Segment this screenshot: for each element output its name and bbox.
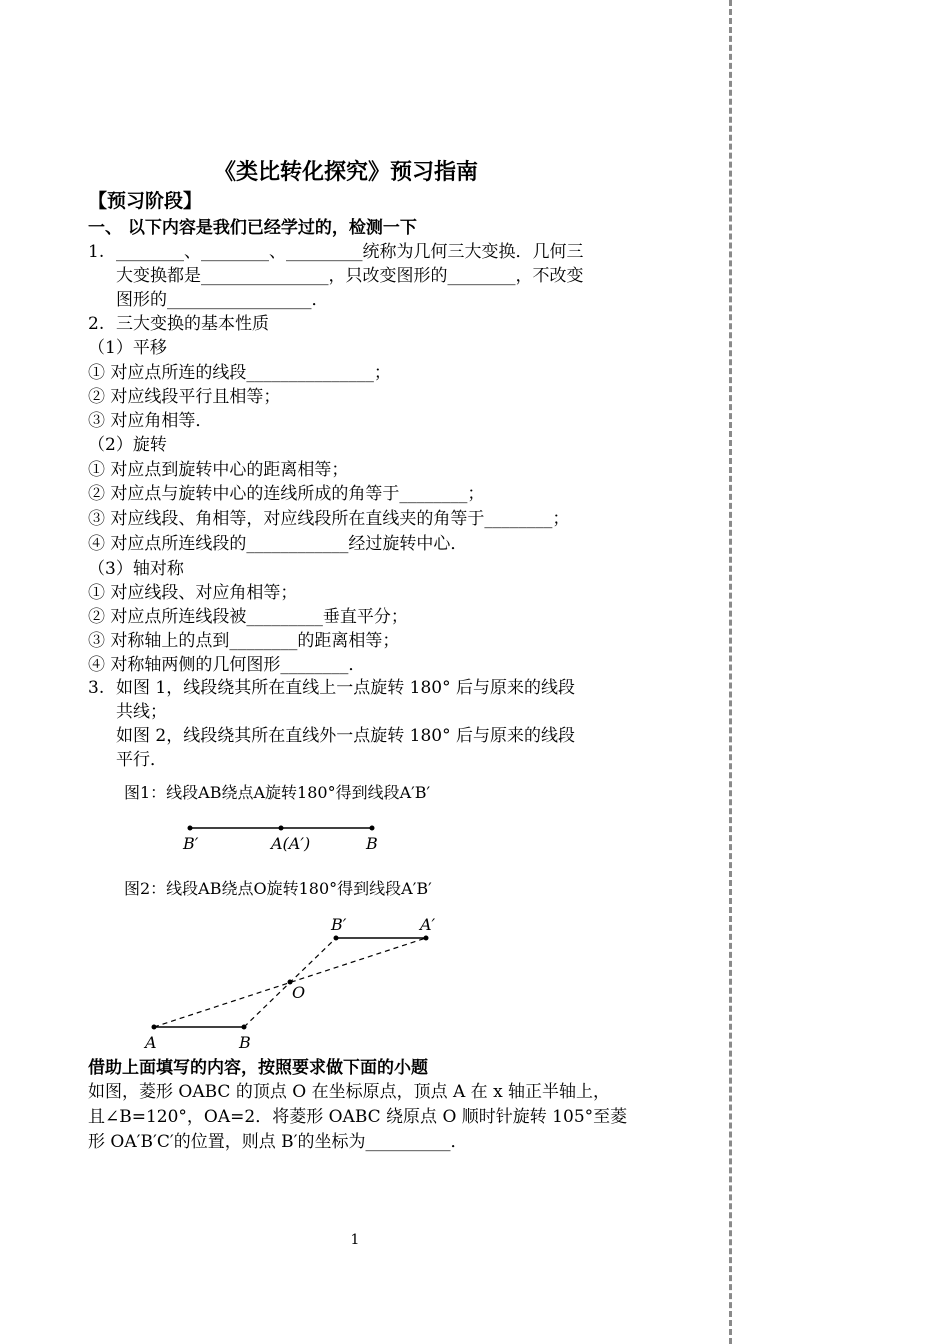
page-number: 1 bbox=[350, 1232, 360, 1248]
fig1-point-a bbox=[279, 826, 284, 831]
q3-line-3: 如图 2，线段绕其所在直线外一点旋转 180° 后与原来的线段 bbox=[116, 726, 575, 746]
translation-item-1: ① 对应点所连的线段_______________； bbox=[88, 363, 391, 383]
fig2-point-b bbox=[242, 1025, 247, 1030]
fig2-point-aprime bbox=[424, 936, 429, 941]
exercise-line-1: 如图，菱形 OABC 的顶点 O 在坐标原点，顶点 A 在 x 轴正半轴上， bbox=[88, 1082, 611, 1102]
fig2-label-b: B bbox=[239, 1033, 251, 1052]
page-title: 《类比转化探究》预习指南 bbox=[213, 160, 478, 185]
reflection-title: （3）轴对称 bbox=[88, 559, 184, 579]
fig1-point-bprime bbox=[188, 826, 193, 831]
page-cut-dashed-line bbox=[729, 0, 732, 1344]
exercise-line-2: 且∠B=120°，OA=2．将菱形 OABC 绕原点 O 顺时针旋转 105°至菱 bbox=[88, 1107, 628, 1127]
fig2-label-bprime: B′ bbox=[331, 915, 347, 934]
exercise-line-3: 形 OA′B′C′的位置，则点 B′的坐标为__________． bbox=[88, 1132, 468, 1152]
figure-1-caption: 图1：线段AB绕点A旋转180°得到线段A′B′ bbox=[124, 783, 431, 802]
part1-heading: 一、 以下内容是我们已经学过的，检测一下 bbox=[88, 218, 417, 238]
fig2-point-bprime bbox=[334, 936, 339, 941]
q3-line-1: 如图 1，线段绕其所在直线上一点旋转 180° 后与原来的线段 bbox=[116, 678, 575, 698]
q2-number: 2. bbox=[88, 314, 105, 334]
reflection-item-4: ④ 对称轴两侧的几何图形________． bbox=[88, 655, 366, 675]
q2-heading: 三大变换的基本性质 bbox=[116, 314, 269, 334]
fig1-label-bprime: B′ bbox=[183, 834, 199, 853]
q1-line-3: 图形的_________________． bbox=[116, 290, 329, 310]
fig2-label-a: A bbox=[145, 1033, 157, 1052]
q1-line-1: ________、________、_________统称为几何三大变换．几何三 bbox=[116, 242, 584, 262]
fig1-label-b: B bbox=[366, 834, 378, 853]
rotation-title: （2）旋转 bbox=[88, 435, 167, 455]
q3-line-2: 共线； bbox=[116, 702, 167, 722]
figure-2-caption: 图2：线段AB绕点O旋转180°得到线段A′B′ bbox=[124, 879, 432, 898]
q1-number: 1. bbox=[88, 242, 105, 262]
exercise-heading: 借助上面填写的内容，按照要求做下面的小题 bbox=[88, 1058, 428, 1078]
q1-line-2: 大变换都是_______________，只改变图形的________，不改变 bbox=[116, 266, 584, 286]
figure-1-diagram bbox=[170, 815, 400, 860]
fig2-point-a bbox=[152, 1025, 157, 1030]
figure-2-diagram bbox=[140, 910, 460, 1055]
fig2-label-o: O bbox=[292, 983, 306, 1002]
reflection-item-1: ① 对应线段、对应角相等； bbox=[88, 583, 298, 603]
q3-number: 3. bbox=[88, 678, 105, 698]
rotation-item-4: ④ 对应点所连线段的____________经过旋转中心． bbox=[88, 534, 468, 554]
fig1-point-b bbox=[370, 826, 375, 831]
reflection-item-2: ② 对应点所连线段被_________垂直平分； bbox=[88, 607, 408, 627]
translation-title: （1）平移 bbox=[88, 338, 167, 358]
q3-line-4: 平行． bbox=[116, 750, 167, 770]
rotation-item-3: ③ 对应线段、角相等，对应线段所在直线夹的角等于________； bbox=[88, 509, 570, 529]
rotation-item-2: ② 对应点与旋转中心的连线所成的角等于________； bbox=[88, 484, 485, 504]
translation-item-2: ② 对应线段平行且相等； bbox=[88, 387, 281, 407]
fig1-label-a: A(A′) bbox=[271, 834, 311, 853]
translation-item-3: ③ 对应角相等． bbox=[88, 411, 213, 431]
rotation-item-1: ① 对应点到旋转中心的距离相等； bbox=[88, 460, 349, 480]
reflection-item-3: ③ 对称轴上的点到________的距离相等； bbox=[88, 631, 400, 651]
fig2-label-aprime: A′ bbox=[420, 915, 436, 934]
section-heading: 【预习阶段】 bbox=[88, 190, 203, 212]
